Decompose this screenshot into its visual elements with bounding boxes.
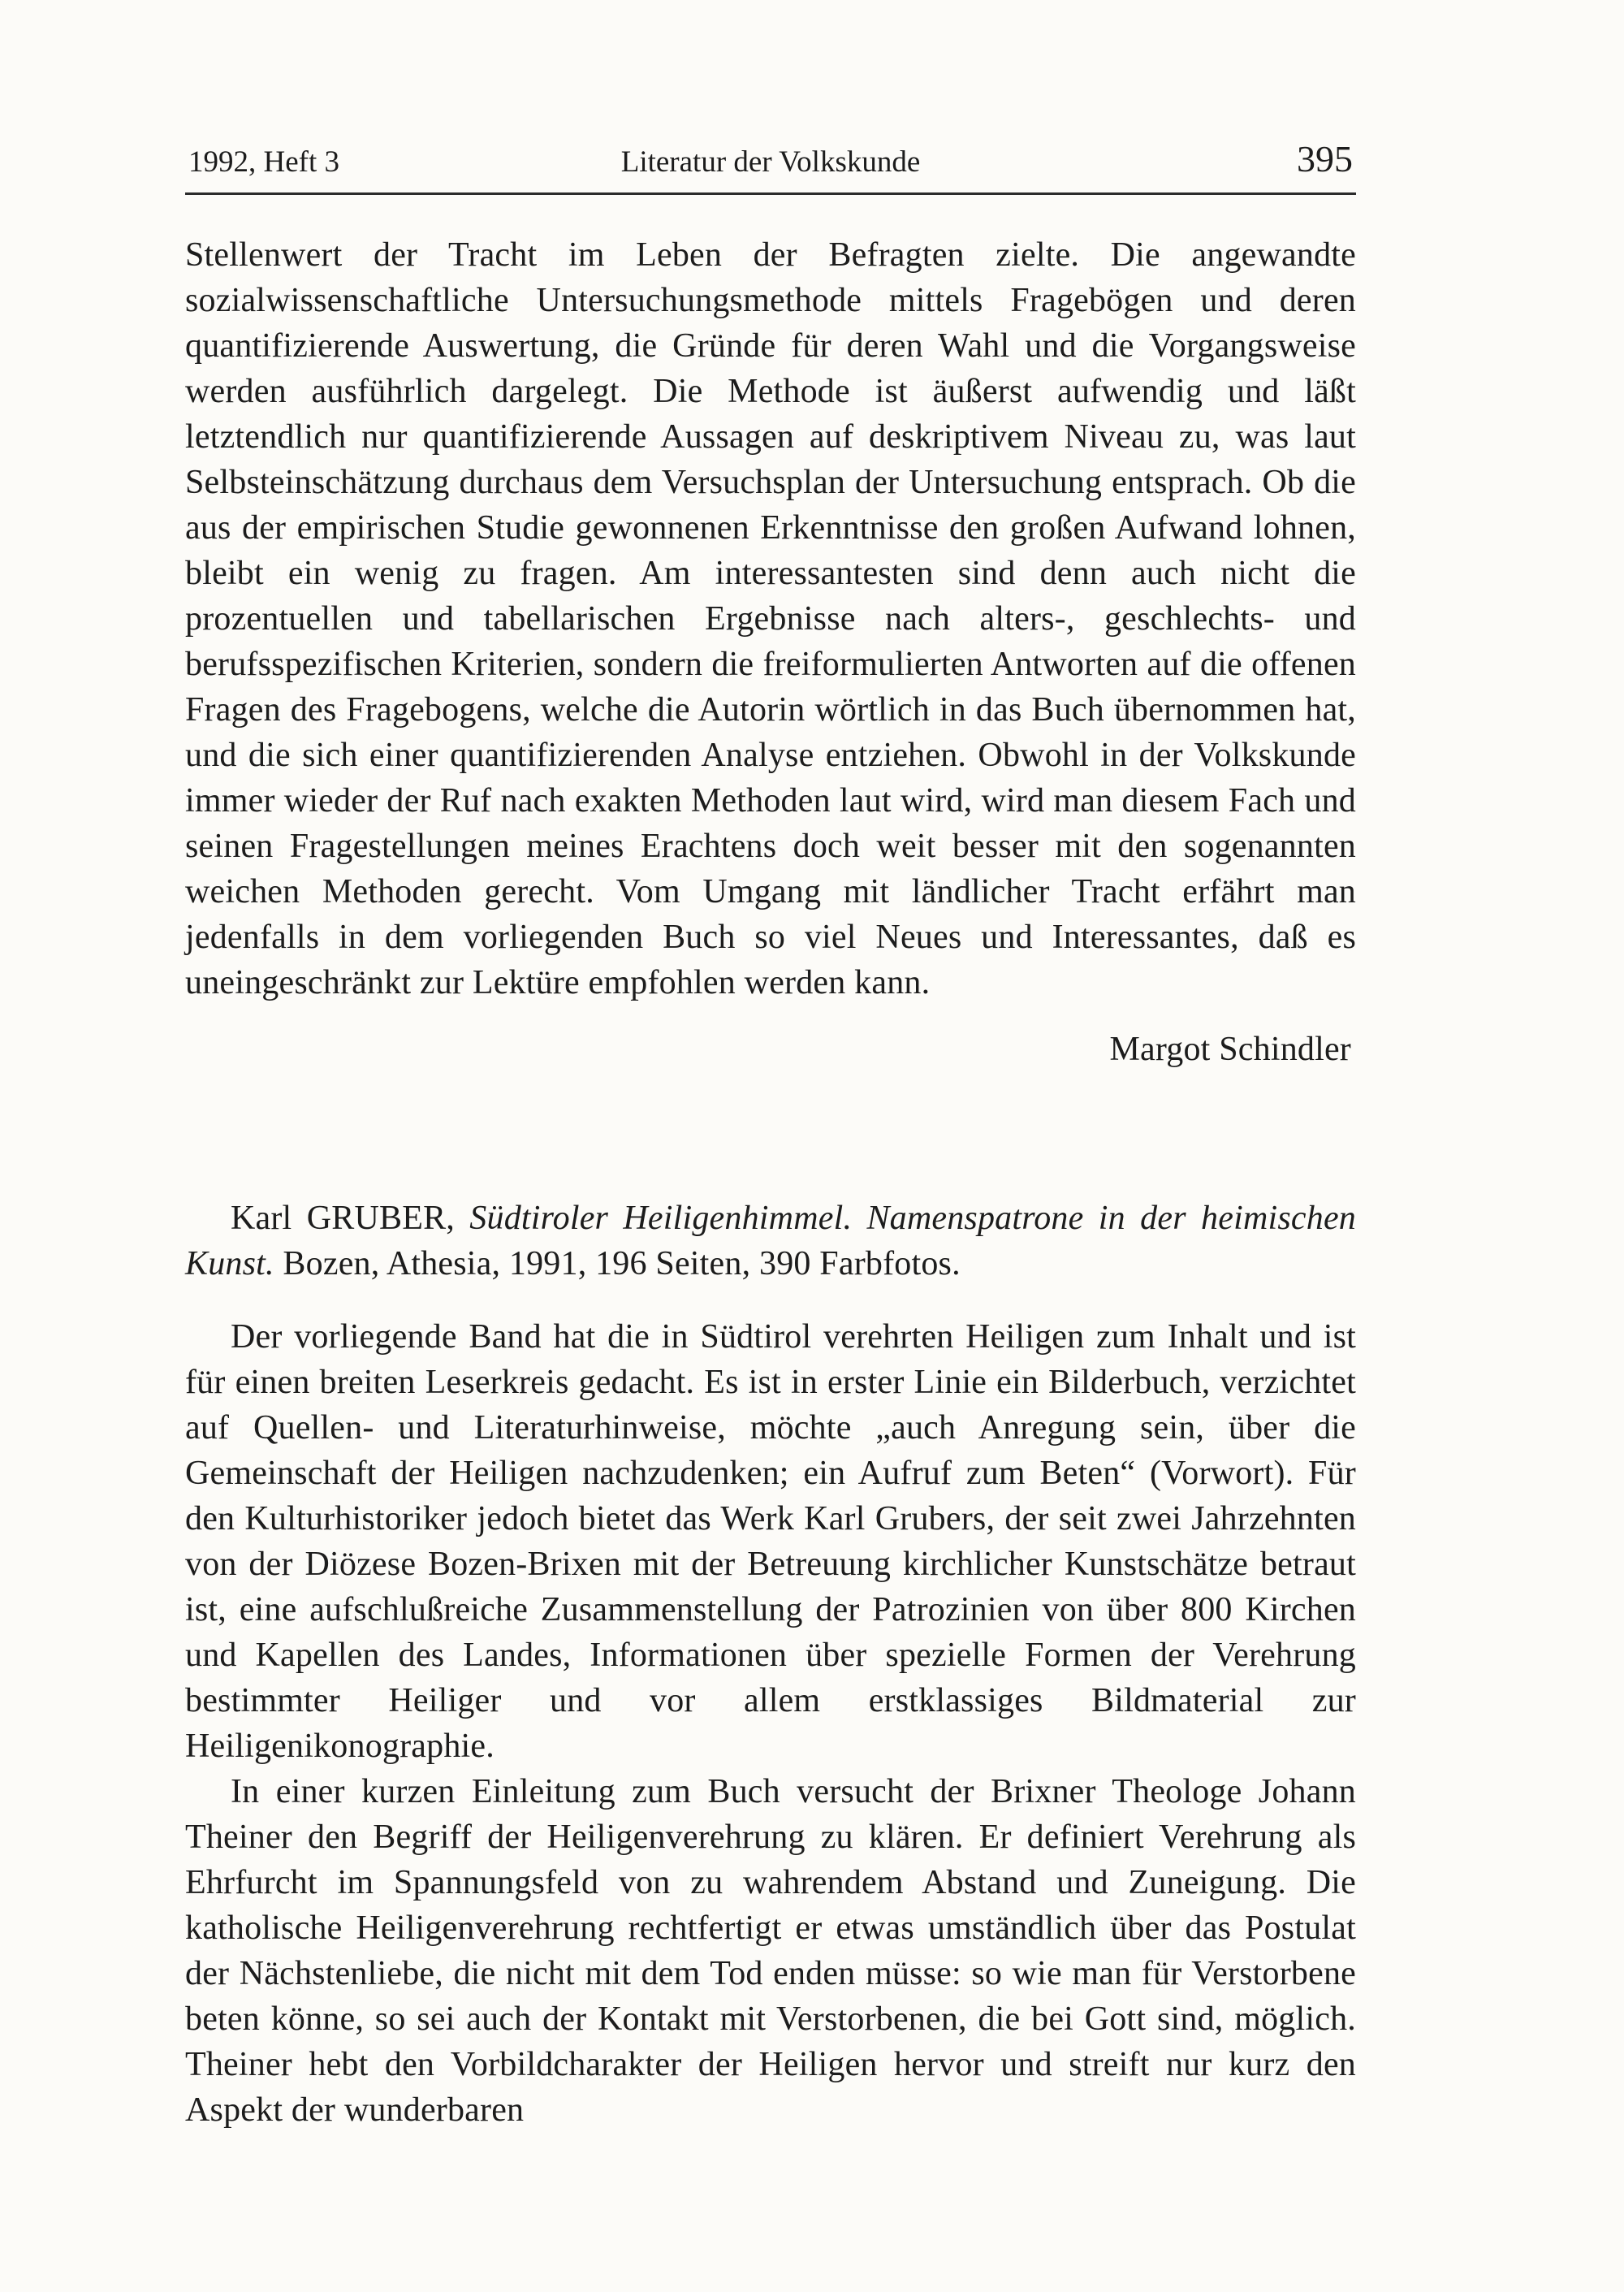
page-number: 395 [1297, 138, 1353, 179]
review-schindler-paragraph: Stellenwert der Tracht im Leben der Befragten zielte. Die angewandte sozialwissenschaftliche Untersuchungsmethode mittels Fragebögen und deren quantifizierende Auswertung, die Gründe für deren Wahl und die Vorgangsweise werden ausführlich dargelegt. Die Methode ist äußerst aufwendig und läßt letztendlich nur quantifizierende Aussagen auf deskriptivem Niveau zu, was laut Selbsteinschätzung durchaus dem Versuchsplan der Untersuchung entsprach. Ob die aus der empirischen Studie gewonnenen Erkenntnisse den großen Aufwand lohnen, bleibt ein wenig zu fragen. Am interessantesten sind denn auch nicht die prozentuellen und tabellarischen Ergebnisse nach alters-, geschlechts- und berufsspezifischen Kriterien, sondern die freiformulierten Antworten auf die offenen Fragen des Fragebogens, welche die Autorin wörtlich in das Buch übernommen hat, und die sich einer quantifizierenden Analyse entziehen. Obwohl in der Volkskunde immer wieder der Ruf nach exakten Methoden laut wird, wird man diesem Fach und seinen Fragestellungen meines Erachtens doch weit besser mit den sogenannten weichen Methoden gerecht. Vom Umgang mit ländlicher Tracht erfährt man jedenfalls in dem vorliegenden Buch so viel Neues und Interessantes, daß es uneingeschränkt zur Lektüre empfohlen werden kann. [185, 236, 1356, 1002]
citation-publication-info: Bozen, Athesia, 1991, 196 Seiten, 390 Farbfotos. [274, 1245, 961, 1283]
citation-book-title: Südtiroler Heiligenhimmel. Namenspatrone in der heimischen Kunst. [185, 1200, 1356, 1283]
running-head [185, 136, 1356, 181]
header-rule [185, 192, 1356, 195]
review-gruber-paragraph-1: Der vorliegende Band hat die in Südtirol verehrten Heiligen zum Inhalt und ist für einen breiten Leserkreis gedacht. Es ist in erster Linie ein Bilderbuch, verzichtet auf Quellen- und Literaturhinweise, möchte „auch Anregung sein, über die Gemeinschaft der Heiligen nachzudenken; ein Aufruf zum Beten“ (Vorwort). Für den Kulturhistoriker jedoch bietet das Werk Karl Grubers, der seit zwei Jahrzehnten von der Diözese Bozen-Brixen mit der Betreuung kirchlicher Kunstschätze betraut ist, eine aufschlußreiche Zusammenstellung der Patrozinien von über 800 Kirchen und Kapellen des Landes, Informationen über spezielle Formen der Verehrung bestimmter Heiliger und vor allem erstklassiges Bildmaterial zur Heiligenikonographie. [185, 1318, 1356, 1766]
text-block [185, 136, 1356, 2133]
section-title: Literatur der Volkskunde [620, 145, 921, 179]
review-gruber-paragraph-2: In einer kurzen Einleitung zum Buch versucht der Brixner Theologe Johann Theiner den Begriff der Heiligenverehrung zu klären. Er definiert Verehrung als Ehrfurcht im Spannungsfeld von zu wahrendem Abstand und Zuneigung. Die katholische Heiligenverehrung rechtfertigt er etwas umständlich über das Postulat der Nächstenliebe, die nicht mit dem Tod enden müsse: so wie man für Verstorbene beten könne, so sei auch der Kontakt mit Verstorbenen, die bei Gott sind, möglich. Theiner hebt den Vorbildcharakter der Heiligen hervor und streift nur kurz den Aspekt der wunderbaren [185, 1773, 1356, 2130]
review-gruber-citation [185, 1196, 1356, 1287]
citation-author: Karl GRUBER, [231, 1200, 470, 1238]
reviewer-signature-schindler: Margot Schindler [1109, 1031, 1351, 1069]
journal-issue: 1992, Heft 3 [188, 145, 339, 179]
